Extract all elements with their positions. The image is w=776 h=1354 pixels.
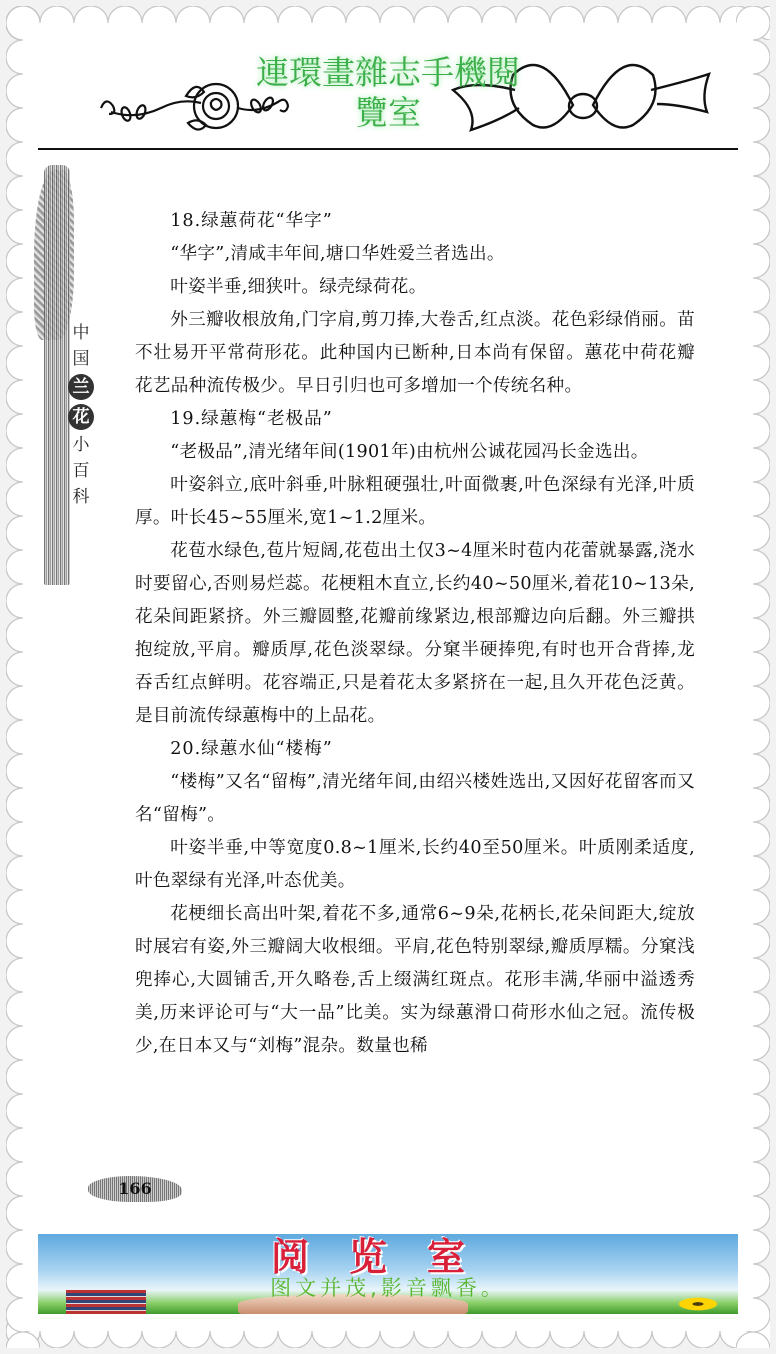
- paragraph: “楼梅”又名“留梅”,清光绪年间,由绍兴楼姓选出,又因好花留客而又名“留梅”。: [135, 772, 695, 825]
- paragraph: 花梗细长高出叶架,着花不多,通常6~9朵,花柄长,花朵间距大,绽放时展宕有姿,外三瓣阔大收根细。平肩,花色特别翠绿,瓣质厚糯。分窠浅兜捧心,大圆铺舌,开久略卷,舌上缀满红斑点。花形丰满,华丽中溢透秀美,历来评论可与“大一品”比美。实为绿蕙滑口荷形水仙之冠。流传极少,在日本又与“刘梅”混杂。数量也稀: [135, 904, 695, 1056]
- side-label-char-highlight: 花: [68, 404, 94, 430]
- page-number: 166: [88, 1176, 182, 1202]
- banner-subtitle: 图文并茂,影音飘香。: [270, 1276, 506, 1300]
- article-body: [135, 205, 695, 1063]
- header-title-line1: 連環畫雜志手機閱: [256, 53, 520, 92]
- side-label-char: 国: [72, 349, 90, 369]
- paragraph: 花苞水绿色,苞片短阔,花苞出土仅3~4厘米时苞内花蕾就暴露,浇水时要留心,否则易烂蕊。花梗粗木直立,长约40~50厘米,着花10~13朵,花朵间距紧挤。外三瓣圆整,花瓣前缘紧边,根部瓣边向后翻。外三瓣拱抱绽放,平肩。瓣质厚,花色淡翠绿。分窠半硬捧兜,有时也开合背捧,龙吞舌红点鲜明。花容端正,只是着花太多紧挤在一起,且久开花色泛黄。是目前流传绿蕙梅中的上品花。: [135, 541, 695, 726]
- paragraph: “华字”,清咸丰年间,塘口华姓爱兰者选出。: [170, 244, 505, 264]
- paragraph: 叶姿半垂,中等宽度0.8~1厘米,长约40至50厘米。叶质刚柔适度,叶色翠绿有光泽,叶态优美。: [135, 838, 695, 891]
- reading-room-banner[interactable]: [38, 1234, 738, 1314]
- section-heading: 18.绿蕙荷花“华字”: [170, 211, 333, 231]
- side-label-char: 百: [72, 461, 90, 481]
- side-label-char: 小: [72, 435, 90, 455]
- side-label-char: 中: [72, 323, 90, 343]
- paragraph: 外三瓣收根放角,门字肩,剪刀捧,大卷舌,红点淡。花色彩绿俏丽。苗不壮易开平常荷形花。此种国内已断种,日本尚有保留。蕙花中荷花瓣花艺品种流传极少。早日引归也可多增加一个传统名种。: [135, 310, 695, 396]
- paragraph: 叶姿斜立,底叶斜垂,叶脉粗硬强壮,叶面微裹,叶色深绿有光泽,叶质厚。叶长45~55厘米,宽1~1.2厘米。: [135, 475, 695, 528]
- banner-title: 阅览室: [270, 1235, 505, 1279]
- side-label-char: 科: [72, 487, 90, 507]
- header-divider: [38, 148, 738, 150]
- paragraph: “老极品”,清光绪年间(1901年)由杭州公诚花园冯长金选出。: [170, 442, 649, 462]
- section-heading: 19.绿蕙梅“老极品”: [170, 409, 333, 429]
- section-heading: 20.绿蕙水仙“楼梅”: [170, 739, 333, 759]
- header-title-line2: 覽室: [355, 93, 421, 132]
- side-book-label: [66, 320, 96, 510]
- side-label-char-highlight: 兰: [68, 374, 94, 400]
- paragraph: 叶姿半垂,细狭叶。绿壳绿荷花。: [170, 277, 427, 297]
- page-header: [38, 38, 738, 148]
